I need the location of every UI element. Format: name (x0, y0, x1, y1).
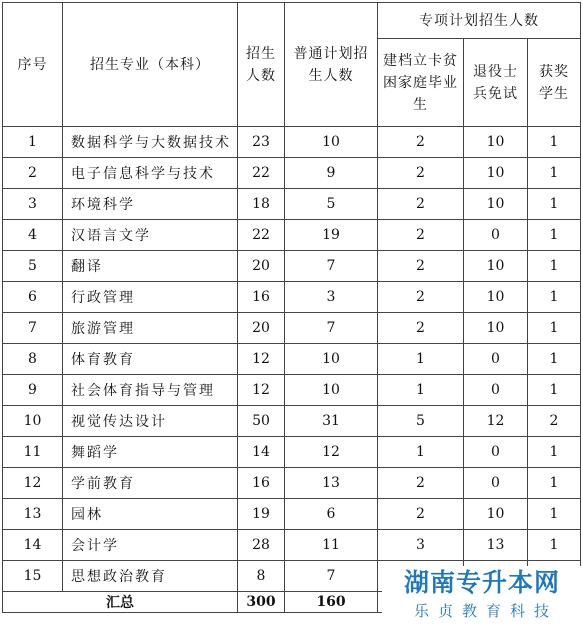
cell-total: 20 (238, 251, 285, 282)
cell-total: 8 (238, 561, 285, 592)
header-quota (238, 3, 285, 127)
watermark-title: 湖南专升本网 (403, 568, 560, 597)
table-body (3, 127, 581, 592)
cell-general: 31 (285, 406, 378, 437)
cell-general: 10 (285, 375, 378, 406)
table-row (3, 220, 581, 251)
header-special-group: 专项计划招生人数 (378, 3, 581, 39)
cell-veteran: 10 (464, 251, 528, 282)
cell-major: 体育教育 (63, 344, 238, 375)
header-award-line2: 学生 (539, 85, 569, 102)
cell-general: 10 (285, 344, 378, 375)
table-row (3, 499, 581, 530)
cell-total: 14 (238, 437, 285, 468)
cell-index: 5 (3, 251, 63, 282)
cell-major: 行政管理 (63, 282, 238, 313)
cell-index: 10 (3, 406, 63, 437)
table-row (3, 127, 581, 158)
cell-index: 12 (3, 468, 63, 499)
header-major: 招生专业（本科） (63, 3, 238, 127)
cell-index: 13 (3, 499, 63, 530)
cell-poverty: 5 (378, 406, 464, 437)
cell-veteran: 10 (464, 313, 528, 344)
cell-index: 7 (3, 313, 63, 344)
cell-index: 4 (3, 220, 63, 251)
header-veteran-line1: 退役士 (473, 63, 518, 80)
cell-total: 19 (238, 499, 285, 530)
cell-veteran: 0 (464, 344, 528, 375)
cell-general: 12 (285, 437, 378, 468)
cell-index: 6 (3, 282, 63, 313)
cell-award: 1 (528, 189, 581, 220)
cell-total: 50 (238, 406, 285, 437)
cell-major: 舞蹈学 (63, 437, 238, 468)
cell-general: 7 (285, 251, 378, 282)
cell-total: 12 (238, 344, 285, 375)
cell-major: 翻译 (63, 251, 238, 282)
cell-index: 9 (3, 375, 63, 406)
cell-award: 1 (528, 220, 581, 251)
cell-index: 8 (3, 344, 63, 375)
table-row (3, 282, 581, 313)
cell-veteran: 0 (464, 220, 528, 251)
cell-index: 1 (3, 127, 63, 158)
cell-poverty: 2 (378, 127, 464, 158)
table-row (3, 530, 581, 561)
cell-general: 10 (285, 127, 378, 158)
cell-veteran: 13 (464, 530, 528, 561)
summary-total: 300 (238, 592, 285, 613)
cell-major: 旅游管理 (63, 313, 238, 344)
header-award (528, 39, 581, 127)
cell-poverty: 2 (378, 158, 464, 189)
cell-general: 6 (285, 499, 378, 530)
cell-general: 19 (285, 220, 378, 251)
header-poverty-line2: 困家庭毕业 (383, 74, 458, 91)
cell-poverty: 2 (378, 499, 464, 530)
cell-poverty: 2 (378, 220, 464, 251)
header-quota-line1: 招生 (246, 45, 276, 62)
table-row (3, 251, 581, 282)
cell-total: 28 (238, 530, 285, 561)
cell-award: 1 (528, 530, 581, 561)
cell-veteran: 10 (464, 127, 528, 158)
cell-general: 13 (285, 468, 378, 499)
cell-poverty: 1 (378, 344, 464, 375)
table-row (3, 189, 581, 220)
header-poverty-line3: 生 (413, 96, 428, 113)
cell-index: 3 (3, 189, 63, 220)
table-row (3, 158, 581, 189)
cell-veteran: 12 (464, 406, 528, 437)
cell-total: 12 (238, 375, 285, 406)
cell-major: 电子信息科学与技术 (63, 158, 238, 189)
header-veteran (464, 39, 528, 127)
cell-major: 园林 (63, 499, 238, 530)
cell-award: 1 (528, 437, 581, 468)
cell-award: 1 (528, 468, 581, 499)
cell-award: 1 (528, 127, 581, 158)
cell-veteran: 10 (464, 282, 528, 313)
header-quota-line2: 人数 (246, 67, 276, 84)
cell-total: 23 (238, 127, 285, 158)
cell-veteran: 10 (464, 499, 528, 530)
cell-index: 15 (3, 561, 63, 592)
table-row (3, 468, 581, 499)
cell-major: 会计学 (63, 530, 238, 561)
cell-poverty: 2 (378, 313, 464, 344)
cell-award: 1 (528, 344, 581, 375)
cell-major: 社会体育指导与管理 (63, 375, 238, 406)
table-row (3, 344, 581, 375)
cell-award: 1 (528, 158, 581, 189)
cell-total: 22 (238, 220, 285, 251)
cell-major: 思想政治教育 (63, 561, 238, 592)
cell-index: 11 (3, 437, 63, 468)
cell-veteran: 0 (464, 437, 528, 468)
cell-major: 视觉传达设计 (63, 406, 238, 437)
admission-plan-table (2, 2, 581, 613)
table-row (3, 375, 581, 406)
cell-poverty: 2 (378, 189, 464, 220)
cell-poverty: 2 (378, 282, 464, 313)
cell-total: 16 (238, 468, 285, 499)
cell-poverty: 3 (378, 530, 464, 561)
cell-total: 20 (238, 313, 285, 344)
cell-poverty: 2 (378, 251, 464, 282)
cell-general: 3 (285, 282, 378, 313)
cell-major: 环境科学 (63, 189, 238, 220)
header-general (285, 3, 378, 127)
table-row (3, 437, 581, 468)
cell-major: 汉语言文学 (63, 220, 238, 251)
cell-award: 1 (528, 251, 581, 282)
cell-major: 学前教育 (63, 468, 238, 499)
table-row (3, 406, 581, 437)
cell-general: 11 (285, 530, 378, 561)
cell-veteran: 10 (464, 189, 528, 220)
cell-poverty: 1 (378, 437, 464, 468)
cell-general: 7 (285, 313, 378, 344)
cell-general: 9 (285, 158, 378, 189)
table-row (3, 313, 581, 344)
header-poverty (378, 39, 464, 127)
cell-award: 1 (528, 282, 581, 313)
cell-veteran: 0 (464, 468, 528, 499)
cell-major: 数据科学与大数据技术 (63, 127, 238, 158)
cell-award: 1 (528, 375, 581, 406)
cell-total: 18 (238, 189, 285, 220)
header-index: 序号 (3, 3, 63, 127)
header-poverty-line1: 建档立卡贫 (383, 52, 458, 69)
cell-award: 1 (528, 499, 581, 530)
cell-index: 14 (3, 530, 63, 561)
summary-general: 160 (285, 592, 378, 613)
cell-total: 22 (238, 158, 285, 189)
cell-veteran: 10 (464, 158, 528, 189)
cell-general: 5 (285, 189, 378, 220)
cell-veteran: 0 (464, 375, 528, 406)
header-general-line1: 普通计划招 (293, 45, 369, 62)
cell-award: 1 (528, 313, 581, 344)
summary-label: 汇总 (3, 592, 238, 613)
cell-general: 7 (285, 561, 378, 592)
header-veteran-line2: 兵免试 (473, 85, 518, 102)
cell-index: 2 (3, 158, 63, 189)
cell-poverty: 1 (378, 375, 464, 406)
watermark-subtitle: 乐贞教育科技 (413, 602, 558, 620)
cell-award: 2 (528, 406, 581, 437)
header-general-line2: 生人数 (308, 67, 354, 84)
cell-total: 16 (238, 282, 285, 313)
watermark-logo (382, 566, 582, 628)
header-award-line1: 获奖 (539, 63, 569, 80)
cell-poverty: 2 (378, 468, 464, 499)
